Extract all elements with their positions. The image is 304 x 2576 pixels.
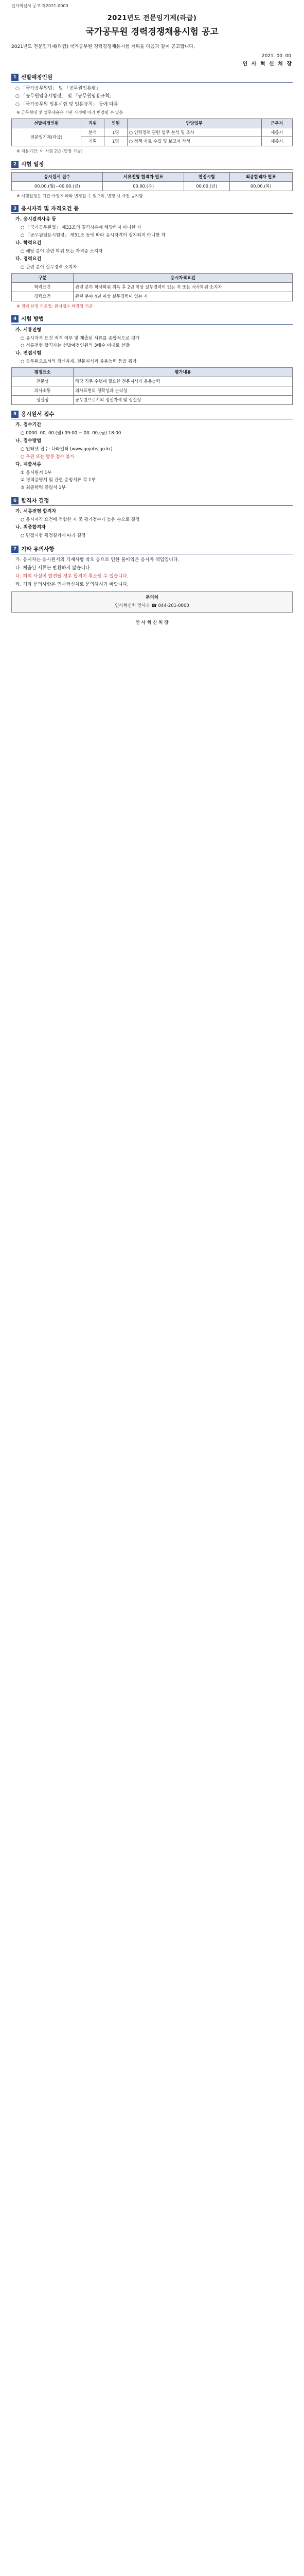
section-3 — [11, 205, 293, 310]
table-cell: 세종시 — [261, 128, 292, 137]
intro-text: 2021년도 전문임기제(라급) 국가공무원 경력경쟁채용시험 계획을 다음과 같이 공고합니다. — [11, 44, 195, 49]
section-title: 응시원서 접수 — [21, 411, 55, 417]
table-row — [12, 377, 293, 386]
table-row — [12, 128, 293, 137]
page-title: 국가공무원 경력경쟁채용시험 공고 — [85, 26, 219, 37]
list-item: ○ 「국가공무원 임용시험 및 임용규칙」 등에 따름 — [15, 102, 118, 108]
table-row — [12, 396, 293, 405]
section-number: 3 — [11, 205, 19, 212]
section-header — [11, 545, 293, 554]
table-header: 인원 — [104, 118, 127, 128]
table-header-row — [12, 172, 293, 181]
table-cell: 00.00.(금) — [184, 181, 229, 191]
table-cell: 성실성 — [12, 396, 74, 405]
table-header: 응시원서 접수 — [12, 172, 103, 181]
sub-item: ○ 우편 또는 방문 접수 불가 — [21, 454, 75, 460]
issuer: 인 사 혁 신 처 장 — [242, 61, 293, 67]
warning-note: ※ 경력 산정 기준일: 원서접수 마감일 기준 — [16, 303, 93, 309]
table-cell: 1명 — [104, 128, 127, 137]
table-row — [12, 292, 293, 301]
list-item: 다. 경력요건 — [15, 257, 42, 262]
section-header — [11, 205, 293, 214]
list-item: 가. 응시결격사유 등 — [15, 217, 57, 223]
sub-item: ○ 해당 분야 관련 학위 또는 자격증 소지자 — [21, 248, 103, 254]
list-item: 다. 허위 사실이 발견될 경우 합격이 취소될 수 있습니다. — [15, 573, 129, 579]
table-cell: 공무원으로서의 정신자세 및 성실성 — [74, 396, 293, 405]
sub-item: ○ 관련 분야 실무경력 소지자 — [21, 265, 77, 270]
table-header-row — [12, 368, 293, 377]
recruit-table — [11, 118, 293, 147]
table-cell: 분석 — [81, 128, 104, 137]
footer-issuer: 인 사 혁 신 처 장 — [135, 620, 169, 625]
list-item: 나. 접수방법 — [15, 438, 42, 444]
list-item: 가. 서류전형 합격자 — [15, 509, 57, 515]
table-header: 평정요소 — [12, 368, 74, 377]
list-item: 나. 면접시험 — [15, 351, 42, 357]
list-item: 나. 제출된 서류는 반환하지 않습니다. — [15, 565, 92, 571]
contact-label: 문의처 — [146, 595, 158, 600]
table-row — [12, 386, 293, 396]
table-cell: ○ 정책 자료 수집 및 보고서 작성 — [127, 137, 261, 146]
sub-item: ○ 「국가공무원법」 제33조의 결격사유에 해당하지 아니한 자 — [21, 225, 141, 231]
table-cell: 1명 — [104, 137, 127, 146]
section-5 — [11, 410, 293, 492]
list-item: 나. 최종합격자 — [15, 525, 46, 531]
section-number: 1 — [11, 74, 19, 81]
sub-item: ○ 공무원으로서의 정신자세, 전문지식과 응용능력 등을 평가 — [21, 359, 137, 365]
table-header-row — [12, 274, 293, 283]
table-header: 직위 — [81, 118, 104, 128]
section-number: 4 — [11, 315, 19, 323]
table-header: 근무지 — [261, 118, 292, 128]
section-title: 합격자 결정 — [21, 497, 49, 504]
table-cell: 00.00.(월)~00.00.(금) — [12, 181, 103, 191]
section-title: 기타 유의사항 — [21, 546, 55, 552]
section-header — [11, 410, 293, 419]
list-item: ○ 「국가공무원법」 및 「공무원임용령」 — [15, 86, 101, 91]
section-header — [11, 160, 293, 170]
table-cell: 기획 — [81, 137, 104, 146]
document-header — [11, 13, 293, 38]
sub-item: ○ 0000. 00. 00.(월) 09:00 ~ 00. 00.(금) 18:00 — [21, 431, 121, 436]
list-item: ○ 「공무원임용시험령」 및 「공무원임용규칙」 — [15, 94, 114, 99]
table-header: 최종합격자 발표 — [229, 172, 292, 181]
sub-item: ① 응시원서 1부 — [21, 470, 52, 476]
table-header-row — [12, 118, 293, 128]
section-header — [11, 73, 293, 82]
notice-date: 2021. 00. 00. — [261, 53, 293, 59]
table-row — [12, 181, 293, 191]
section-title: 시험 방법 — [21, 316, 44, 323]
notice-number: 인사혁신처 공고 제2021-0000 — [11, 4, 68, 8]
section-number: 6 — [11, 497, 19, 504]
section-2 — [11, 160, 293, 199]
evaluation-table — [11, 367, 293, 404]
table-cell: ○ 인력정책 관련 업무 분석 및 조사 — [127, 128, 261, 137]
sub-item: ○ 응시자격 요건에 적합한 자 중 평가점수가 높은 순으로 결정 — [21, 517, 140, 523]
table-header: 담당업무 — [127, 118, 261, 128]
header-grade: 2021년도 전문임기제(라급) — [107, 14, 197, 23]
section-4 — [11, 315, 293, 405]
table-header: 선발예정인원 — [12, 118, 81, 128]
section-number: 5 — [11, 411, 19, 418]
note: ※ 채용기간: 이 시험 2년 (연장 가능) — [16, 149, 83, 154]
table-cell: 학력요건 — [12, 283, 74, 292]
table-row — [12, 283, 293, 292]
section-number: 2 — [11, 161, 19, 168]
section-title: 시험 일정 — [21, 161, 44, 167]
list-item: 가. 접수기간 — [15, 422, 42, 428]
qualification-table — [11, 273, 293, 301]
contact-box — [11, 591, 293, 613]
table-cell: 경력요건 — [12, 292, 74, 301]
table-header: 서류전형 합격자 발표 — [103, 172, 184, 181]
table-cell: 의사표현의 정확성과 논리성 — [74, 386, 293, 396]
sub-item: ○ 서류전형 합격자는 선발예정인원의 3배수 이내로 선발 — [21, 343, 130, 348]
contact-info: 인사혁신처 인사과 ☎ 044-201-0000 — [115, 603, 189, 608]
list-item: 라. 기타 문의사항은 인사혁신처로 문의하시기 바랍니다. — [15, 582, 129, 587]
table-cell: 관련 분야 4년 이상 실무경력이 있는 자 — [74, 292, 293, 301]
list-item: 가. 서류전형 — [15, 327, 42, 333]
table-cell: 해당 직무 수행에 필요한 전문지식과 응용능력 — [74, 377, 293, 386]
section-header — [11, 315, 293, 324]
sub-item: ○ 응시자격 요건 적격 여부 및 제출된 서류를 종합적으로 평가 — [21, 335, 140, 341]
section-title: 선발예정인원 — [21, 74, 52, 81]
section-6 — [11, 497, 293, 540]
section-header — [11, 497, 293, 506]
table-cell: 00.00.(수) — [103, 181, 184, 191]
sub-item: ○ 「공무원임용시험령」 제51조 등에 따라 응시자격이 정지되지 아니한 자 — [21, 232, 166, 238]
list-item: 가. 응시자는 응시원서의 기재사항 착오 등으로 인한 불이익은 응시자 책임입니다. — [15, 557, 180, 563]
section-1 — [11, 73, 293, 155]
table-header: 면접시험 — [184, 172, 229, 181]
section-7 — [11, 545, 293, 613]
table-cell: 00.00.(목) — [229, 181, 292, 191]
section-number: 7 — [11, 546, 19, 553]
section-title: 응시자격 및 자격요건 등 — [21, 206, 79, 212]
list-item: 다. 제출서류 — [15, 462, 42, 467]
sub-item: ○ 면접시험 평정결과에 따라 결정 — [21, 533, 86, 539]
sub-item: ② 경력증명서 및 관련 증빙서류 각 1부 — [21, 478, 96, 483]
sub-item: ③ 최종학력 증명서 1부 — [21, 485, 66, 490]
table-cell: 전문임기제(라급) — [12, 128, 81, 146]
table-header: 구분 — [12, 274, 74, 283]
table-cell: 전문성 — [12, 377, 74, 386]
note: ※ 시험일정은 기관 사정에 따라 변경될 수 있으며, 변경 시 사전 공지함 — [16, 193, 143, 198]
note: ※ 근무형태 및 업무내용은 기관 사정에 따라 변경될 수 있음 — [16, 110, 123, 115]
table-header: 평가내용 — [74, 368, 293, 377]
table-header: 응시자격요건 — [74, 274, 293, 283]
list-item: 나. 학력요건 — [15, 240, 42, 246]
table-cell: 의사소통 — [12, 386, 74, 396]
schedule-table — [11, 172, 293, 191]
table-cell: 세종시 — [261, 137, 292, 146]
sub-item: ○ 인터넷 접수: 나라일터 (www.gojobs.go.kr) — [21, 447, 113, 452]
table-cell: 관련 분야 학사학위 취득 후 2년 이상 실무경력이 있는 자 또는 석사학위 소지자 — [74, 283, 293, 292]
